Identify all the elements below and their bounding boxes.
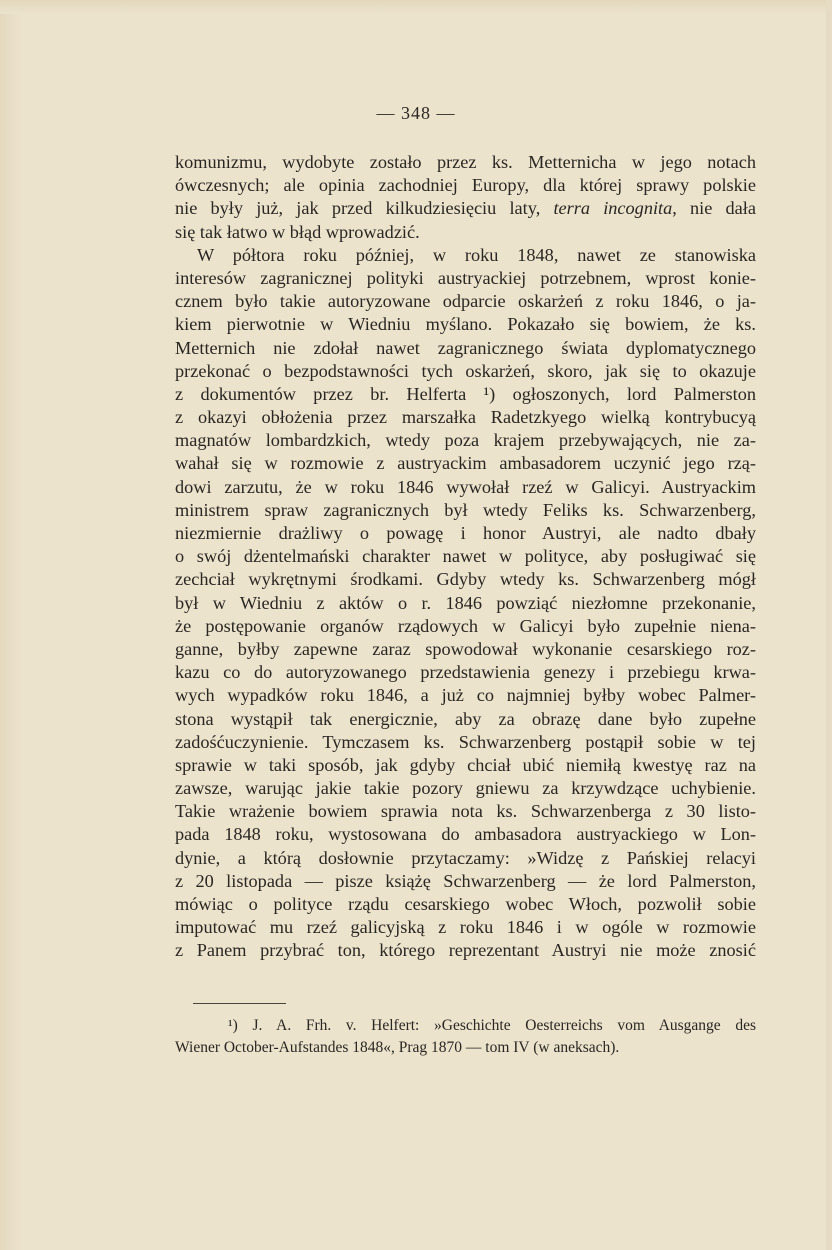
footnote-line: ¹) J. A. Frh. v. Helfert: »Geschichte Oesterreichs vom Ausgange des <box>228 1017 756 1034</box>
page-edge-left <box>0 0 22 1250</box>
footnotes <box>175 1015 756 1059</box>
page-number: — 348 — <box>376 103 456 123</box>
text-line: zechciał wykrętnymi środkami. Gdyby wtedy ks. Schwarzenberg mógł <box>175 569 756 590</box>
text-line: o swój dżentelmański charakter nawet w polityce, aby posługiwać się <box>175 546 756 567</box>
text-line: wahał się w rozmowie z austryackim ambasadorem uczynić jego rzą- <box>175 453 756 474</box>
text-line: ganne, byłby zapewne zaraz spowodował wykonanie cesarskiego roz- <box>175 638 756 659</box>
page-edge-top <box>0 0 832 14</box>
text-line: się tak łatwo w błąd wprowadzić. <box>175 221 420 242</box>
text-line: mówiąc o polityce rządu cesarskiego wobec Włoch, pozwolił sobie <box>175 894 756 914</box>
page-edge-right <box>826 0 832 1250</box>
text-line: ministrem spraw zagranicznych był wtedy Feliks ks. Schwarzenberg, <box>175 499 756 520</box>
text-line: kazu co do autoryzowanego przedstawienia genezy i przebiegu krwa- <box>175 662 756 683</box>
text-line: komunizmu, wydobyte zostało przez ks. Metternicha w jego notach <box>175 152 756 172</box>
text-line: kiem pierwotnie w Wiedniu myślano. Pokazało się bowiem, że ks. <box>175 314 756 335</box>
text-line: sprawie w taki sposób, jak gdyby chciał ubić niemiłą kwestyę raz na <box>175 754 756 775</box>
text-line: z 20 listopada — pisze książę Schwarzenberg — że lord Palmerston, <box>175 870 756 891</box>
body-text <box>175 151 756 963</box>
text-line: że postępowanie organów rządowych w Galicyi było zupełnie niena- <box>175 615 756 636</box>
footnote-separator <box>193 1003 286 1004</box>
text-line: zadośćuczynienie. Tymczasem ks. Schwarzenberg postąpił sobie w tej <box>175 731 756 752</box>
text-line: z Panem przybrać ton, którego reprezentant Austryi nie może znosić <box>175 940 756 961</box>
text-line: był w Wiedniu z aktów o r. 1846 powziąć niezłomne przekonanie, <box>175 592 756 613</box>
text-line: dynie, a którą dosłownie przytaczamy: »Widzę z Pańskiej relacyi <box>175 847 756 868</box>
text-line: W półtora roku później, w roku 1848, nawet ze stanowiska <box>197 244 756 265</box>
text-line: nie były już, jak przed kilkudziesięciu laty, terra incognita, nie dała <box>175 198 756 219</box>
text-line: z dokumentów przez br. Helferta ¹) ogłoszonych, lord Palmerston <box>175 383 756 404</box>
text-line: ówczesnych; ale opinia zachodniej Europy, dla której sprawy polskie <box>175 175 756 196</box>
text-line: Metternich nie zdołał nawet zagranicznego świata dyplomatycznego <box>175 337 756 358</box>
text-line: dowi zarzutu, że w roku 1846 wywołał rzeź w Galicyi. Austryackim <box>175 476 756 497</box>
text-line: przekonać o bezpodstawności tych oskarżeń, skoro, jak się to okazuje <box>175 360 756 381</box>
text-line: interesów zagranicznej polityki austryackiej potrzebnem, wprost konie- <box>175 267 756 288</box>
text-line: magnatów lombardzkich, wtedy poza krajem przebywających, nie za- <box>175 430 756 451</box>
text-line: pada 1848 roku, wystosowana do ambasadora austryackiego w Lon- <box>175 824 756 845</box>
text-line: z okazyi obłożenia przez marszałka Radetzkyego wielką kontrybucyą <box>175 407 756 428</box>
footnote-line: Wiener October-Aufstandes 1848«, Prag 1870 — tom IV (w aneksach). <box>175 1039 620 1056</box>
text-line: cznem było takie autoryzowane odparcie oskarżeń z roku 1846, o ja- <box>175 291 756 312</box>
text-line: stona wystąpił tak energicznie, aby za obrazę dane było zupełne <box>175 708 756 729</box>
text-line: imputować mu rzeź galicyjską z roku 1846 i w ogóle w rozmowie <box>175 917 756 938</box>
text-line: wych wypadków roku 1846, a już co najmniej byłby wobec Palmer- <box>175 685 756 706</box>
text-line: niezmiernie drażliwy o powagę i honor Austryi, ale nadto dbały <box>175 523 756 543</box>
text-line: zawsze, warując jakie takie pozory gniewu za krzywdzące uchybienie. <box>175 778 756 799</box>
text-line: Takie wrażenie bowiem sprawia nota ks. Schwarzenberga z 30 listo- <box>175 801 756 822</box>
